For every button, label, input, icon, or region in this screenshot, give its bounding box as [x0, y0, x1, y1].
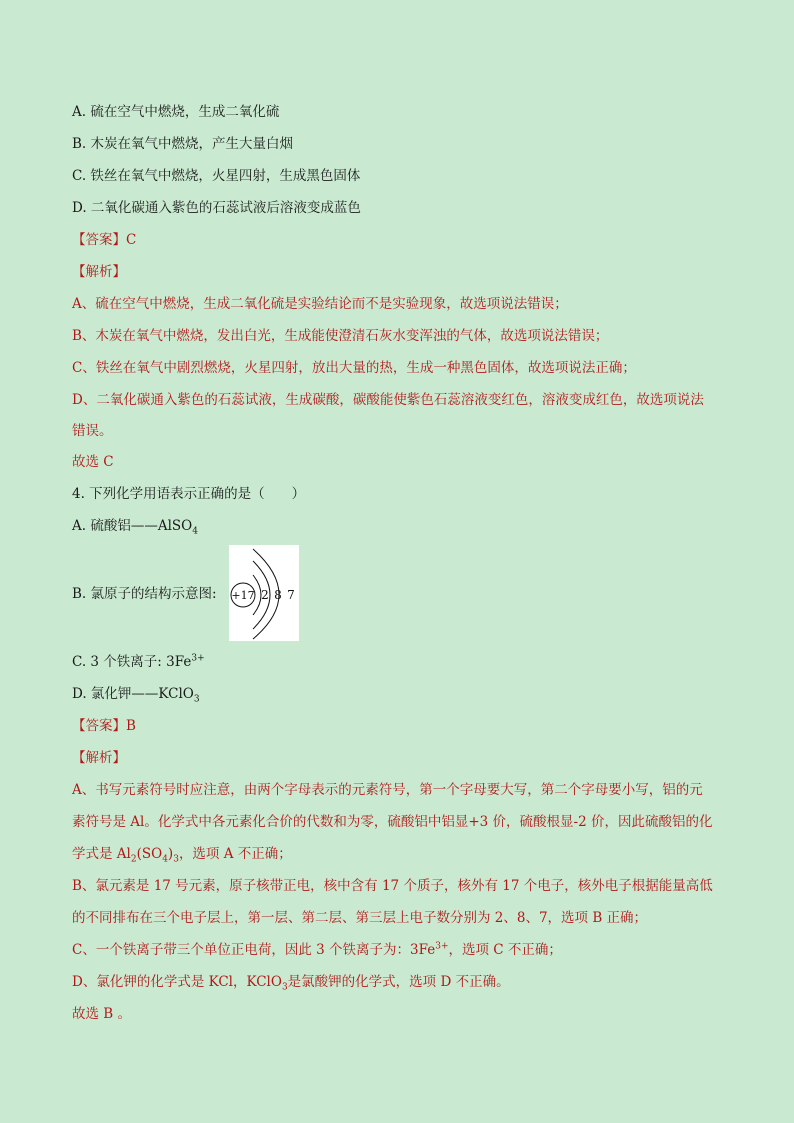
chlorine-atom-diagram: [229, 545, 299, 641]
analysis-part: D、氯化钾的化学式是 KCl，KClO: [72, 974, 282, 990]
q4-analysis-b-2: 的不同排布在三个电子层上，第一层、第二层、第三层上电子数分别为 2、8、7，选项 B 正确；: [72, 910, 648, 926]
q3-analysis-label: 【解析】: [72, 264, 126, 280]
analysis-part: ，选项 C 不正确；: [448, 942, 562, 958]
q4-answer: [72, 716, 136, 736]
q4-option-d: [72, 684, 200, 704]
q4-option-d-sub: 3: [193, 694, 200, 705]
q3-analysis-d-cont: 错误。: [72, 423, 113, 439]
formula-part: 学式是 Al: [72, 846, 131, 862]
q3-conclusion: 故选 C: [72, 454, 114, 470]
formula-part: ，选项 A 不正确；: [178, 846, 292, 862]
q4-option-a-sub: 4: [192, 526, 198, 537]
nucleus-charge: +17: [231, 589, 255, 602]
q3-analysis-c: C、铁丝在氧气中剧烈燃烧，火星四射，放出大量的热，生成一种黑色固体，故选项说法正确；: [72, 360, 636, 376]
q4-analysis-a-3: [72, 844, 292, 864]
q4-option-a-text: A. 硫酸铝——AlSO: [72, 518, 193, 534]
q4-option-c-text: C. 3 个铁离子: 3Fe: [72, 654, 192, 670]
q4-option-a: [72, 516, 198, 536]
q3-option-c: C. 铁丝在氧气中燃烧，火星四射，生成黑色固体: [72, 168, 361, 184]
q3-option-b: B. 木炭在氧气中燃烧，产生大量白烟: [72, 136, 294, 152]
q4-option-c: [72, 652, 205, 672]
shell-electrons-1: 2: [261, 588, 269, 602]
q4-stem: 4. 下列化学用语表示正确的是（ ）: [72, 486, 306, 502]
q4-analysis-a-1: A、书写元素符号时应注意，由两个字母表示的元素符号，第一个字母要大写，第二个字母要小写，铝的元: [72, 782, 703, 798]
q3-analysis-a: A、硫在空气中燃烧，生成二氧化硫是实验结论而不是实验现象，故选项说法错误；: [72, 296, 568, 312]
shell-electrons-3: 7: [287, 588, 295, 602]
q4-answer-value: B: [126, 718, 136, 734]
q4-conclusion: 故选 B 。: [72, 1006, 132, 1022]
q4-analysis-label: 【解析】: [72, 750, 126, 766]
q3-answer: [72, 230, 136, 250]
formula-sub: 2: [130, 854, 137, 865]
formula-part: (SO: [136, 846, 163, 862]
q4-analysis-c: [72, 940, 562, 960]
q3-option-d: D. 二氧化碳通入紫色的石蕊试液后溶液变成蓝色: [72, 200, 361, 216]
q4-option-c-sup: 3+: [191, 653, 205, 664]
q4-analysis-a-2: 素符号是 Al。化学式中各元素化合价的代数和为零，硫酸铝中铝显+3 价，硫酸根显-2 价，因此硫酸铝的化: [72, 814, 713, 830]
q3-analysis-d: D、二氧化碳通入紫色的石蕊试液，生成碳酸，碳酸能使紫色石蕊溶液变红色，溶液变成红色，故选项说法: [72, 392, 704, 408]
q3-analysis-b: B、木炭在氧气中燃烧，发出白光，生成能使澄清石灰水变浑浊的气体，故选项说法错误；: [72, 328, 609, 344]
ion-charge-sup: 3+: [435, 941, 449, 952]
shell-electrons-2: 8: [274, 588, 282, 602]
q4-option-b: B. 氯原子的结构示意图:: [72, 586, 217, 602]
q4-answer-label: 【答案】: [72, 718, 126, 734]
formula-sub: 3: [173, 854, 179, 865]
q3-answer-value: C: [126, 232, 137, 248]
analysis-part: C、一个铁离子带三个单位正电荷，因此 3 个铁离子为：3Fe: [72, 942, 436, 958]
q4-analysis-d: [72, 972, 510, 992]
formula-sub: 3: [281, 982, 288, 993]
q4-option-d-text: D. 氯化钾——KClO: [72, 686, 194, 702]
analysis-part: 是氯酸钾的化学式，选项 D 不正确。: [287, 974, 510, 990]
formula-part: ): [167, 846, 174, 862]
formula-sub: 4: [162, 854, 168, 865]
q3-answer-label: 【答案】: [72, 232, 126, 248]
q4-analysis-b-1: B、氯元素是 17 号元素，原子核带正电，核中含有 17 个质子，核外有 17 个电子，核外电子根据能量高低: [72, 878, 713, 894]
q3-option-a: A. 硫在空气中燃烧，生成二氧化硫: [72, 104, 280, 120]
